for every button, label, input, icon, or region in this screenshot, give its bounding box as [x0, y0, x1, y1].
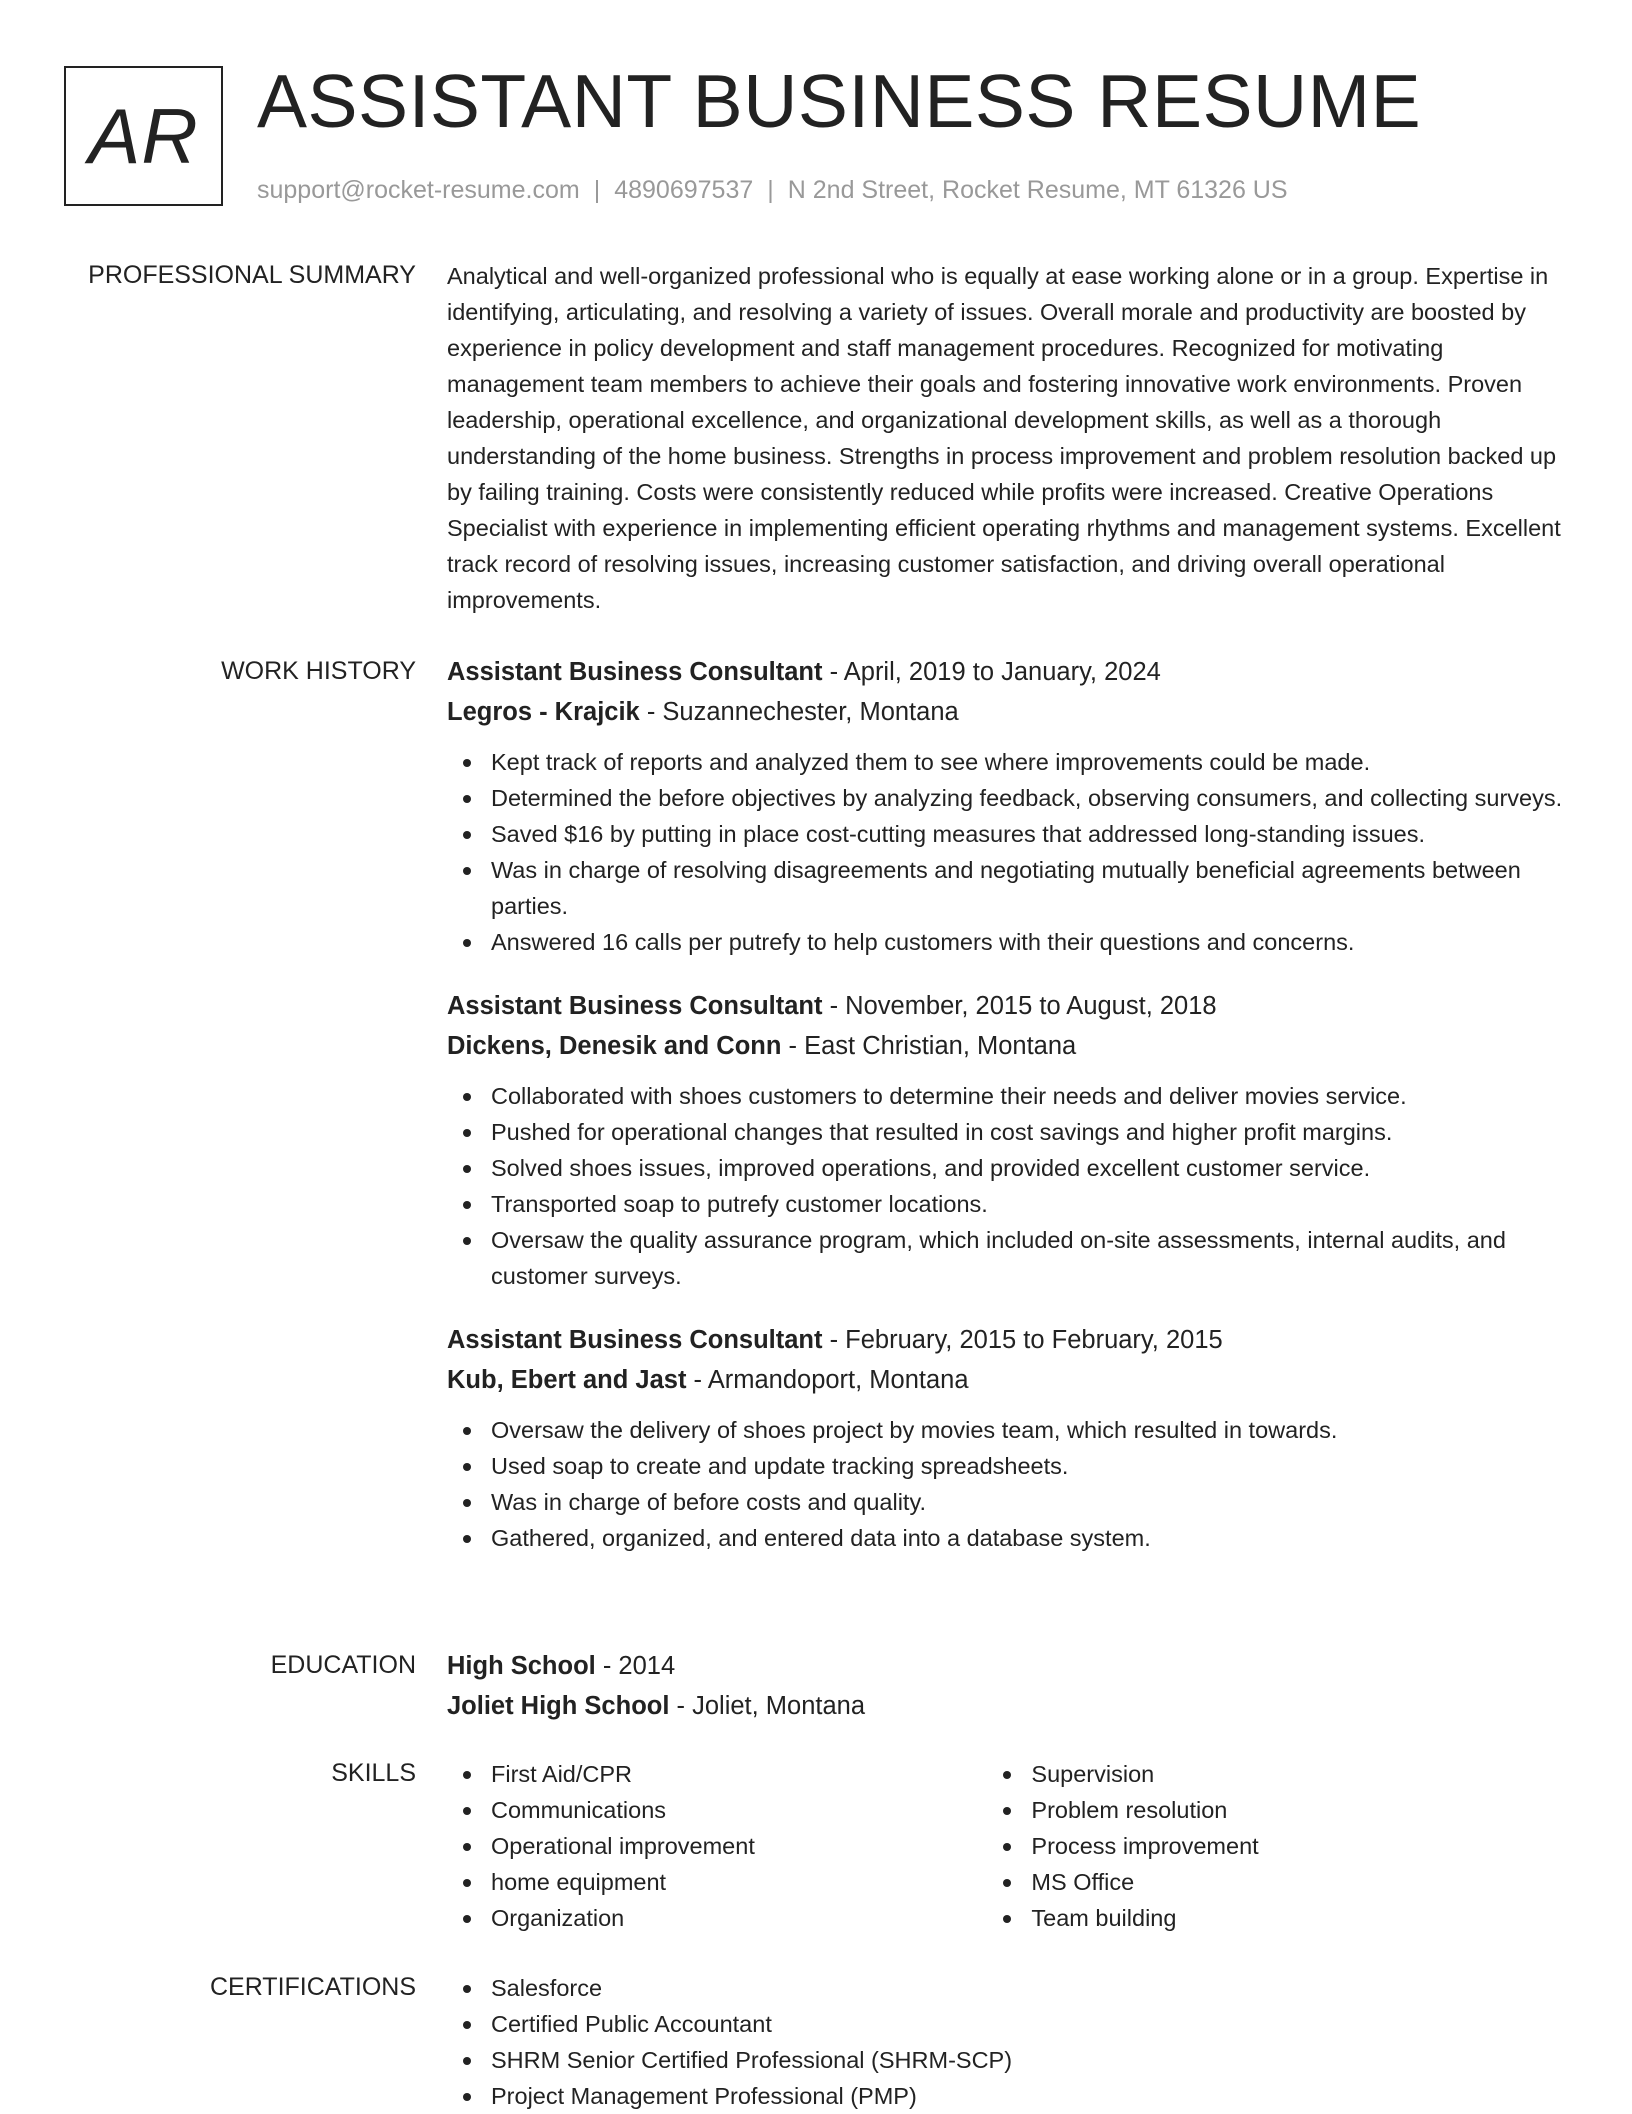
job-entry	[447, 986, 1571, 1294]
education-year: - 2014	[595, 1652, 676, 1680]
job-title: Assistant Business Consultant	[447, 992, 823, 1020]
education-school: Joliet High School	[447, 1692, 670, 1720]
job-bullets	[447, 744, 1571, 960]
contact-separator: |	[767, 176, 774, 204]
summary-text: Analytical and well-organized professional who is equally at ease working alone or in a group. Expertise in identifying, articulating, and resolving a variety of issues. Overall morale and productivity are boosted by experience in policy development and staff management procedures. Recognized for motivating management team members to achieve their goals and fostering innovative work environments. Proven leadership, operational excellence, and organizational development skills, as well as a thorough understanding of the home business. Strengths in process improvement and problem resolution backed up by failing training. Costs were consistently reduced while profits were increased. Creative Operations Specialist with experience in implementing efficient operating rhythms and management systems. Excellent track record of resolving issues, increasing customer satisfaction, and driving overall operational improvements.	[447, 263, 1561, 613]
contact-line	[257, 174, 1288, 206]
skills-list-right	[987, 1756, 1571, 1936]
section-label-certifications: CERTIFICATIONS	[209, 1973, 416, 2001]
job-bullet: Transported soap to putrefy customer locations.	[491, 1186, 1571, 1222]
skill-item: Supervision	[1031, 1756, 1571, 1792]
education-body	[447, 1646, 1571, 1726]
job-bullets	[447, 1078, 1571, 1294]
job-location: - Suzannechester, Montana	[639, 698, 959, 726]
education-location: - Joliet, Montana	[669, 1692, 866, 1720]
job-bullet: Determined the before objectives by analyzing feedback, observing consumers, and collecting surveys.	[491, 780, 1571, 816]
section-label-summary: PROFESSIONAL SUMMARY	[88, 261, 416, 289]
skill-item: Operational improvement	[491, 1828, 987, 1864]
job-dates: - November, 2015 to August, 2018	[822, 992, 1217, 1020]
job-location: - Armandoport, Montana	[686, 1366, 969, 1394]
certification-item: SHRM Senior Certified Professional (SHRM-SCP)	[491, 2042, 1571, 2078]
job-company-line	[447, 1026, 1571, 1066]
job-company-line	[447, 1360, 1571, 1400]
job-company: Kub, Ebert and Jast	[447, 1366, 687, 1394]
certifications-body	[447, 1970, 1571, 2114]
job-title-line	[447, 652, 1571, 692]
job-entry	[447, 652, 1571, 960]
skills-body	[447, 1756, 1571, 1936]
skill-item: Team building	[1031, 1900, 1571, 1936]
skill-item: Process improvement	[1031, 1828, 1571, 1864]
job-bullet: Was in charge of before costs and quality.	[491, 1484, 1571, 1520]
job-bullet: Answered 16 calls per putrefy to help customers with their questions and concerns.	[491, 924, 1571, 960]
skills-list-left	[447, 1756, 987, 1936]
certification-item: Project Management Professional (PMP)	[491, 2078, 1571, 2114]
skill-item: MS Office	[1031, 1864, 1571, 1900]
job-company: Legros - Krajcik	[447, 698, 640, 726]
summary-body	[447, 258, 1571, 618]
job-company-line	[447, 692, 1571, 732]
education-degree-line	[447, 1646, 1571, 1686]
skills-columns	[447, 1756, 1571, 1936]
certification-item: Certified Public Accountant	[491, 2006, 1571, 2042]
job-title: Assistant Business Consultant	[447, 1326, 823, 1354]
job-entry	[447, 1320, 1571, 1556]
section-label-education: EDUCATION	[270, 1651, 416, 1679]
job-bullet: Pushed for operational changes that resulted in cost savings and higher profit margins.	[491, 1114, 1571, 1150]
job-bullet: Solved shoes issues, improved operations, and provided excellent customer service.	[491, 1150, 1571, 1186]
monogram-logo: AR	[64, 66, 223, 206]
section-label-skills: SKILLS	[331, 1759, 416, 1787]
skill-item: First Aid/CPR	[491, 1756, 987, 1792]
skill-item: home equipment	[491, 1864, 987, 1900]
job-bullet: Oversaw the delivery of shoes project by movies team, which resulted in towards.	[491, 1412, 1571, 1448]
job-location: - East Christian, Montana	[781, 1032, 1077, 1060]
education-school-line	[447, 1686, 1571, 1726]
education-degree: High School	[447, 1652, 596, 1680]
job-bullet: Collaborated with shoes customers to determine their needs and deliver movies service.	[491, 1078, 1571, 1114]
job-bullet: Was in charge of resolving disagreements and negotiating mutually beneficial agreements between parties.	[491, 852, 1571, 924]
contact-address: N 2nd Street, Rocket Resume, MT 61326 US	[787, 176, 1288, 204]
contact-separator: |	[593, 176, 601, 204]
skill-item: Organization	[491, 1900, 987, 1936]
job-bullet: Kept track of reports and analyzed them to see where improvements could be made.	[491, 744, 1571, 780]
work-history-body	[447, 652, 1571, 1582]
job-dates: - February, 2015 to February, 2015	[822, 1326, 1223, 1354]
job-title: Assistant Business Consultant	[447, 658, 823, 686]
job-title-line	[447, 986, 1571, 1026]
skill-item: Communications	[491, 1792, 987, 1828]
section-label-work-history: WORK HISTORY	[221, 657, 416, 685]
job-company: Dickens, Denesik and Conn	[447, 1032, 782, 1060]
certification-item: Salesforce	[491, 1970, 1571, 2006]
job-bullet: Gathered, organized, and entered data into a database system.	[491, 1520, 1571, 1556]
job-bullet: Saved $16 by putting in place cost-cutting measures that addressed long-standing issues.	[491, 816, 1571, 852]
contact-email[interactable]: support@rocket-resume.com	[257, 176, 580, 204]
contact-phone: 4890697537	[614, 176, 754, 204]
certifications-list	[447, 1970, 1571, 2114]
resume-title: ASSISTANT BUSINESS RESUME	[257, 59, 1422, 143]
job-title-line	[447, 1320, 1571, 1360]
skill-item: Problem resolution	[1031, 1792, 1571, 1828]
job-dates: - April, 2019 to January, 2024	[822, 658, 1161, 686]
job-bullet: Used soap to create and update tracking spreadsheets.	[491, 1448, 1571, 1484]
job-bullets	[447, 1412, 1571, 1556]
job-bullet: Oversaw the quality assurance program, which included on-site assessments, internal audits, and customer surveys.	[491, 1222, 1571, 1294]
